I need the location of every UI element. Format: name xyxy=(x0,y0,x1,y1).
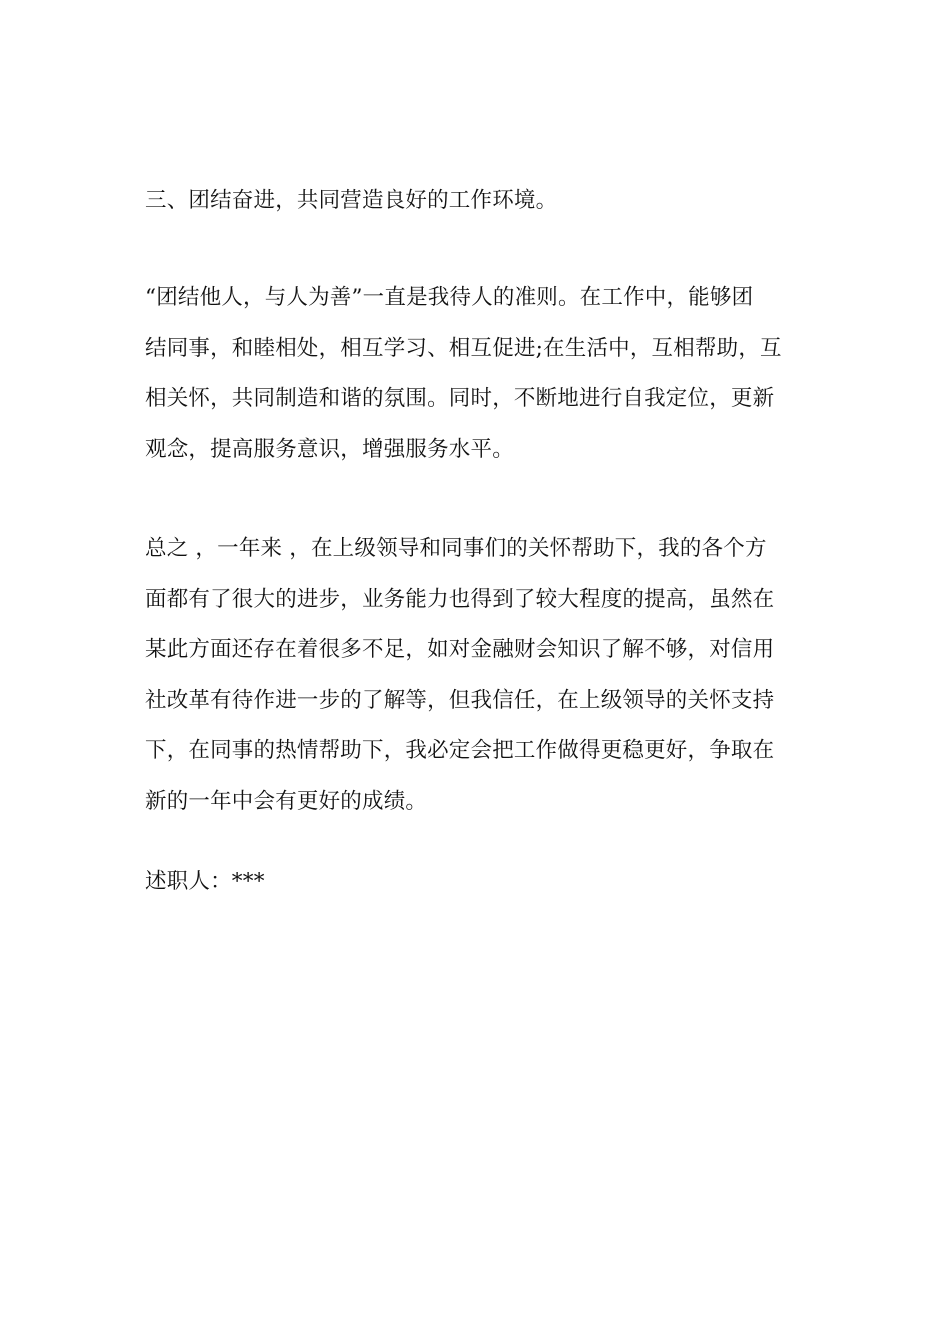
paragraph-line: 结同事，和睦相处，相互学习、相互促进;在生活中，互相帮助，互 xyxy=(145,335,782,361)
paragraph-summary xyxy=(145,524,807,827)
paragraph-line: 观念，提高服务意识，增强服务水平。 xyxy=(145,436,514,462)
paragraph-line: 总之 ，一年来 ，在上级领导和同事们的关怀帮助下，我的各个方 xyxy=(145,536,767,561)
paragraph-line: 下，在同事的热情帮助下，我必定会把工作做得更稳更好，争取在 xyxy=(145,738,775,763)
signature-text: 述职人：*** xyxy=(145,869,265,894)
paragraph-line: 社改革有待作进一步的了解等，但我信任，在上级领导的关怀支持 xyxy=(145,687,775,713)
paragraph-line: 面都有了很大的进步，业务能力也得到了较大程度的提高，虽然在 xyxy=(145,586,775,612)
paragraph-line: 相关怀，共同制造和谐的氛围。同时，不断地进行自我定位，更新 xyxy=(145,386,775,411)
paragraph-line: 某此方面还存在着很多不足，如对金融财会知识了解不够，对信用 xyxy=(145,637,775,662)
section-heading xyxy=(145,176,807,227)
paragraph-line: “团结他人，与人为善”一直是我待人的准则。在工作中，能够团 xyxy=(145,285,754,310)
paragraph-line: 新的一年中会有更好的成绩。 xyxy=(145,788,428,814)
paragraph-unity xyxy=(145,273,807,475)
heading-text: 三、团结奋进，共同营造良好的工作环境。 xyxy=(145,188,558,213)
signature-block xyxy=(145,857,807,908)
